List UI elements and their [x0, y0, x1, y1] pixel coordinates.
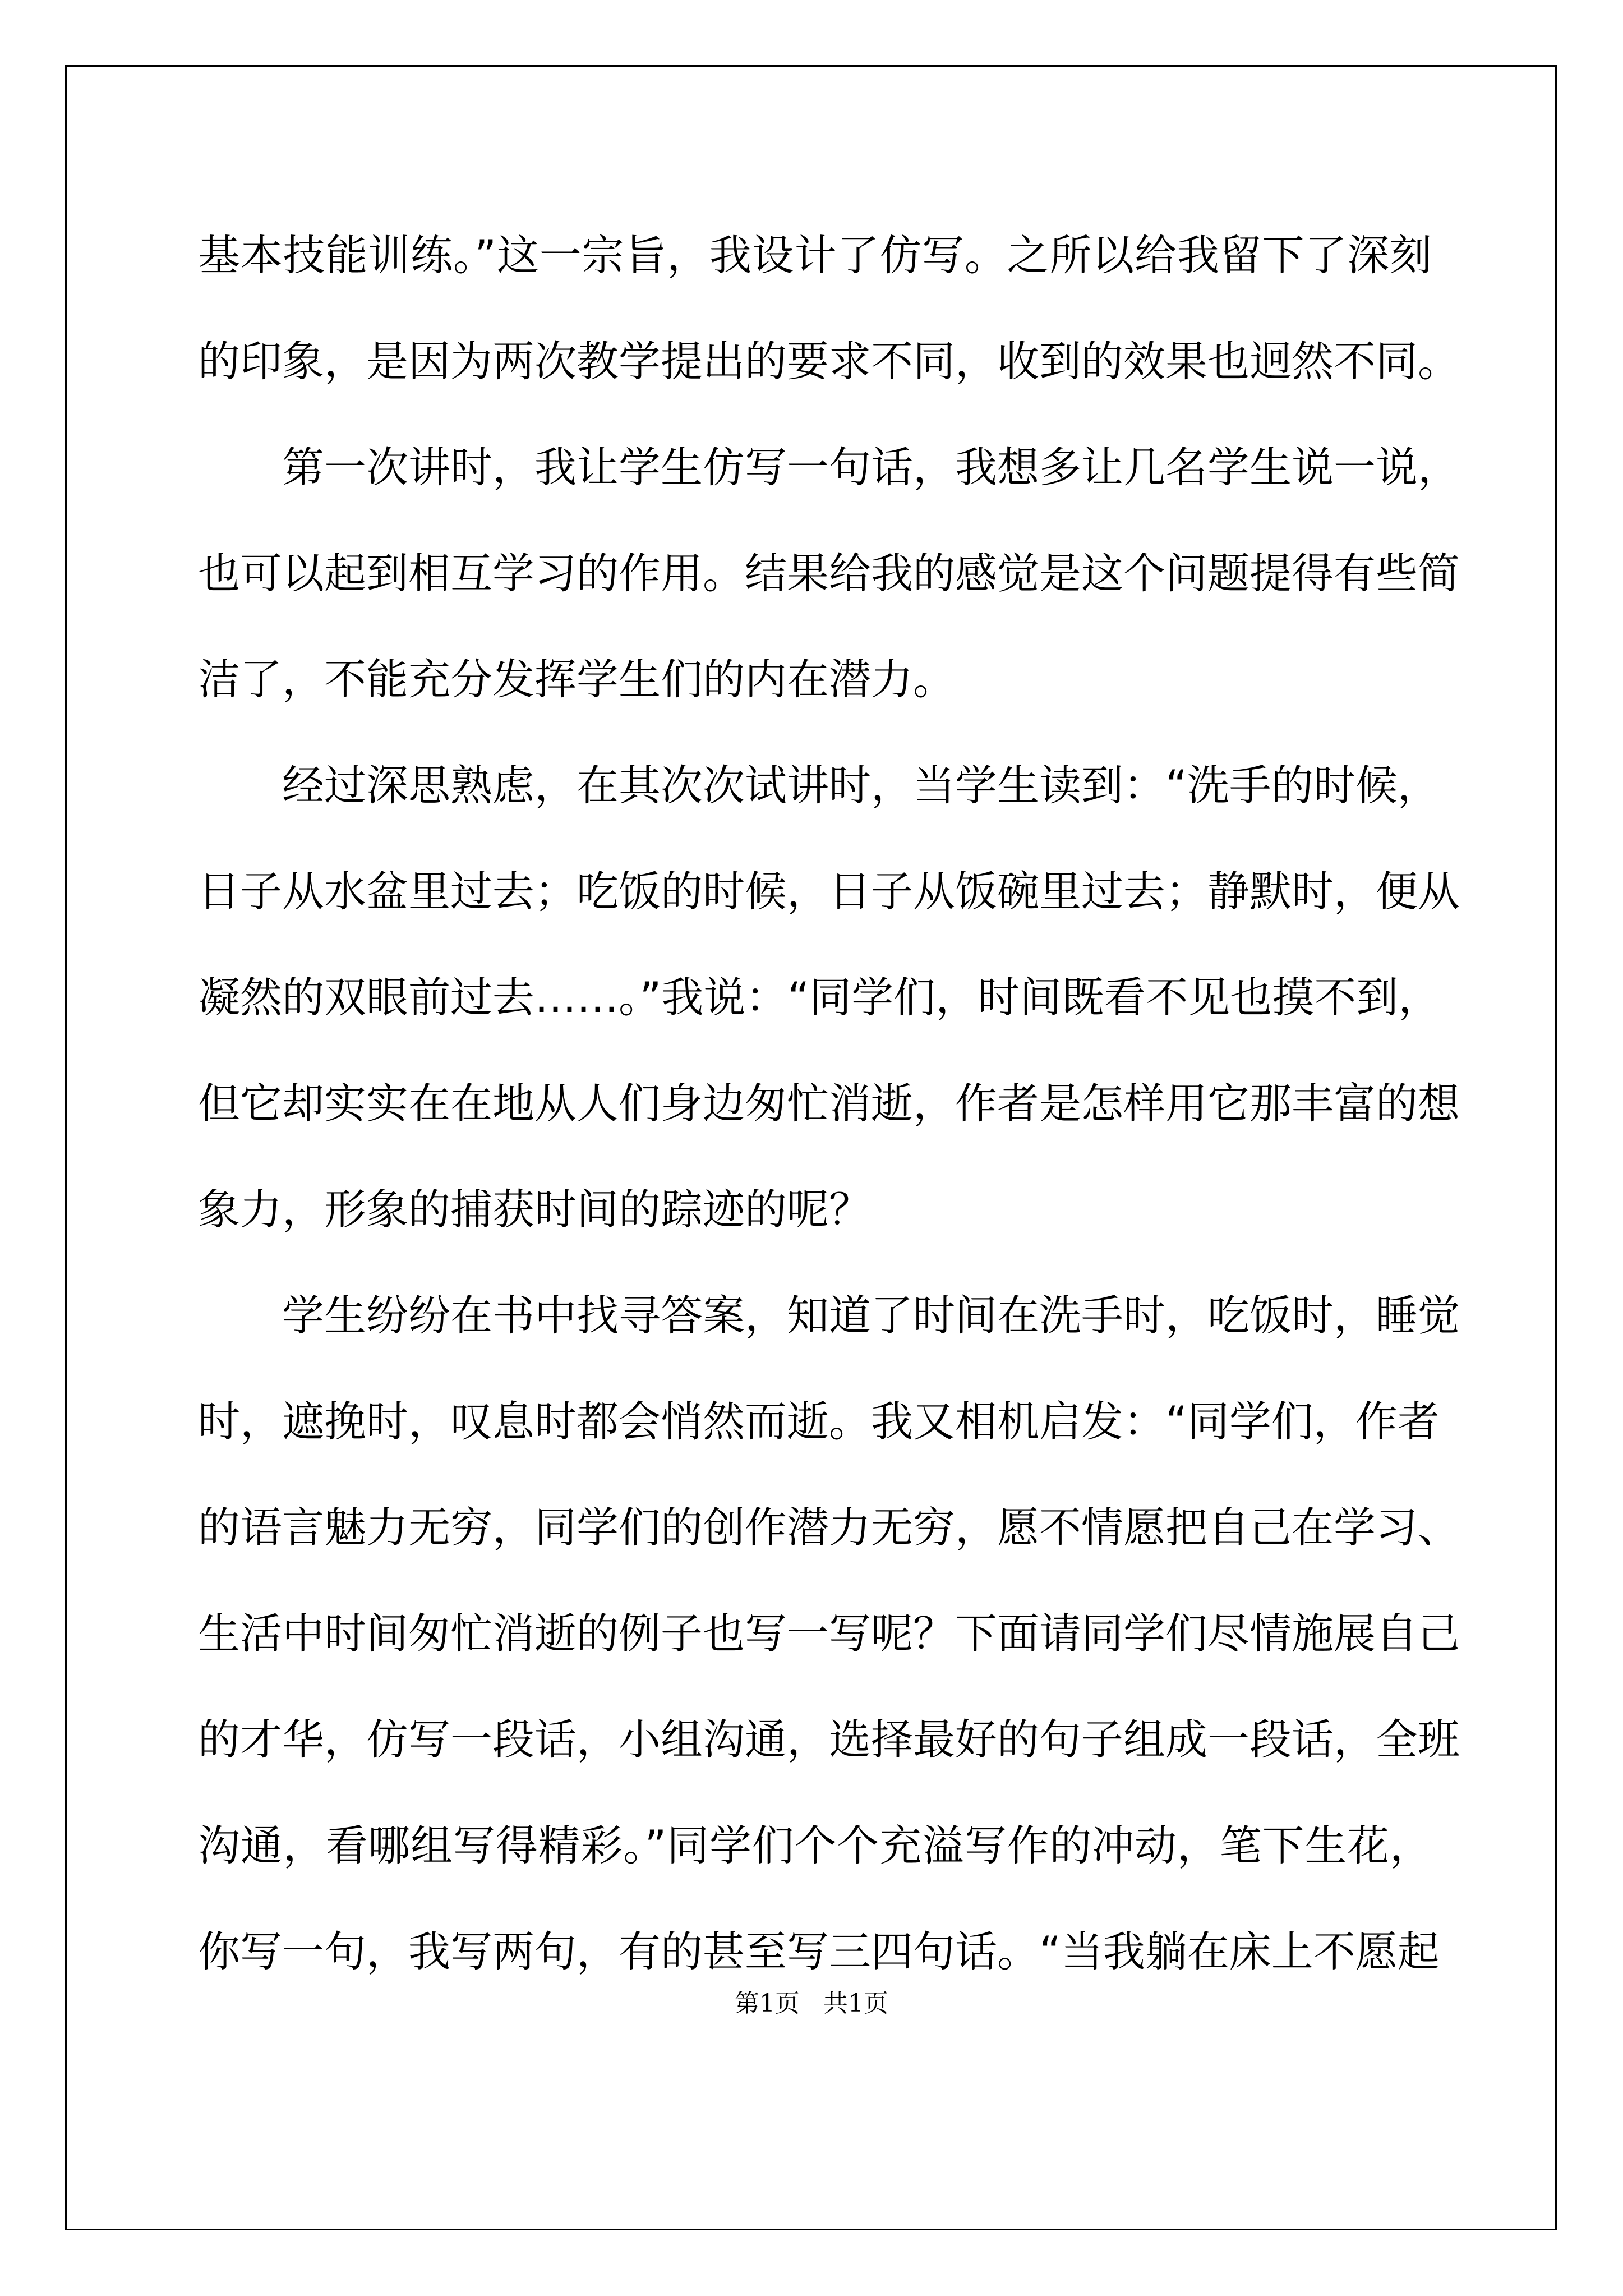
text-line-9: 但它却实实在在地从人们身边匆忙消逝，作者是怎样用它那丰富的想 [198, 1079, 1460, 1128]
text-line-3: 第一次讲时，我让学生仿写一句话，我想多让几名学生说一说， [282, 443, 1460, 492]
text-line-7: 日子从水盆里过去；吃饭的时候，日子从饭碗里过去；静默时，便从 [198, 867, 1460, 916]
text-line-15: 的才华，仿写一段话，小组沟通，选择最好的句子组成一段话，全班 [198, 1715, 1460, 1764]
text-line-10: 象力，形象的捕获时间的踪迹的呢？ [198, 1185, 872, 1234]
text-line-14: 生活中时间匆忙消逝的例子也写一写呢？下面请同学们尽情施展自己 [198, 1609, 1460, 1658]
page-number-footer: 第1页 共1页 [735, 1989, 888, 2018]
text-line-1: 基本技能训练。”这一宗旨，我设计了仿写。之所以给我留下了深刻 [198, 231, 1432, 280]
text-line-13: 的语言魅力无穷，同学们的创作潜力无穷，愿不情愿把自己在学习、 [198, 1503, 1460, 1552]
text-line-16: 沟通，看哪组写得精彩。”同学们个个充溢写作的冲动，笔下生花， [198, 1821, 1432, 1870]
text-line-8: 凝然的双眼前过去……。”我说：“同学们，时间既看不见也摸不到， [198, 973, 1441, 1022]
text-line-6: 经过深思熟虑，在其次次试讲时，当学生读到：“洗手的时候， [282, 761, 1440, 810]
text-line-11: 学生纷纷在书中找寻答案，知道了时间在洗手时，吃饭时，睡觉 [282, 1291, 1460, 1340]
document-body [198, 216, 1460, 2018]
text-line-4: 也可以起到相互学习的作用。结果给我的感觉是这个问题提得有些简 [198, 549, 1460, 598]
text-line-17: 你写一句，我写两句，有的甚至写三四句话。“当我躺在床上不愿起 [198, 1927, 1440, 1976]
text-line-5: 洁了，不能充分发挥学生们的内在潜力。 [198, 655, 956, 704]
text-line-2: 的印象，是因为两次教学提出的要求不同，收到的效果也迥然不同。 [198, 337, 1460, 386]
text-line-12: 时，遮挽时，叹息时都会悄然而逝。我又相机启发：“同学们，作者 [198, 1397, 1440, 1446]
